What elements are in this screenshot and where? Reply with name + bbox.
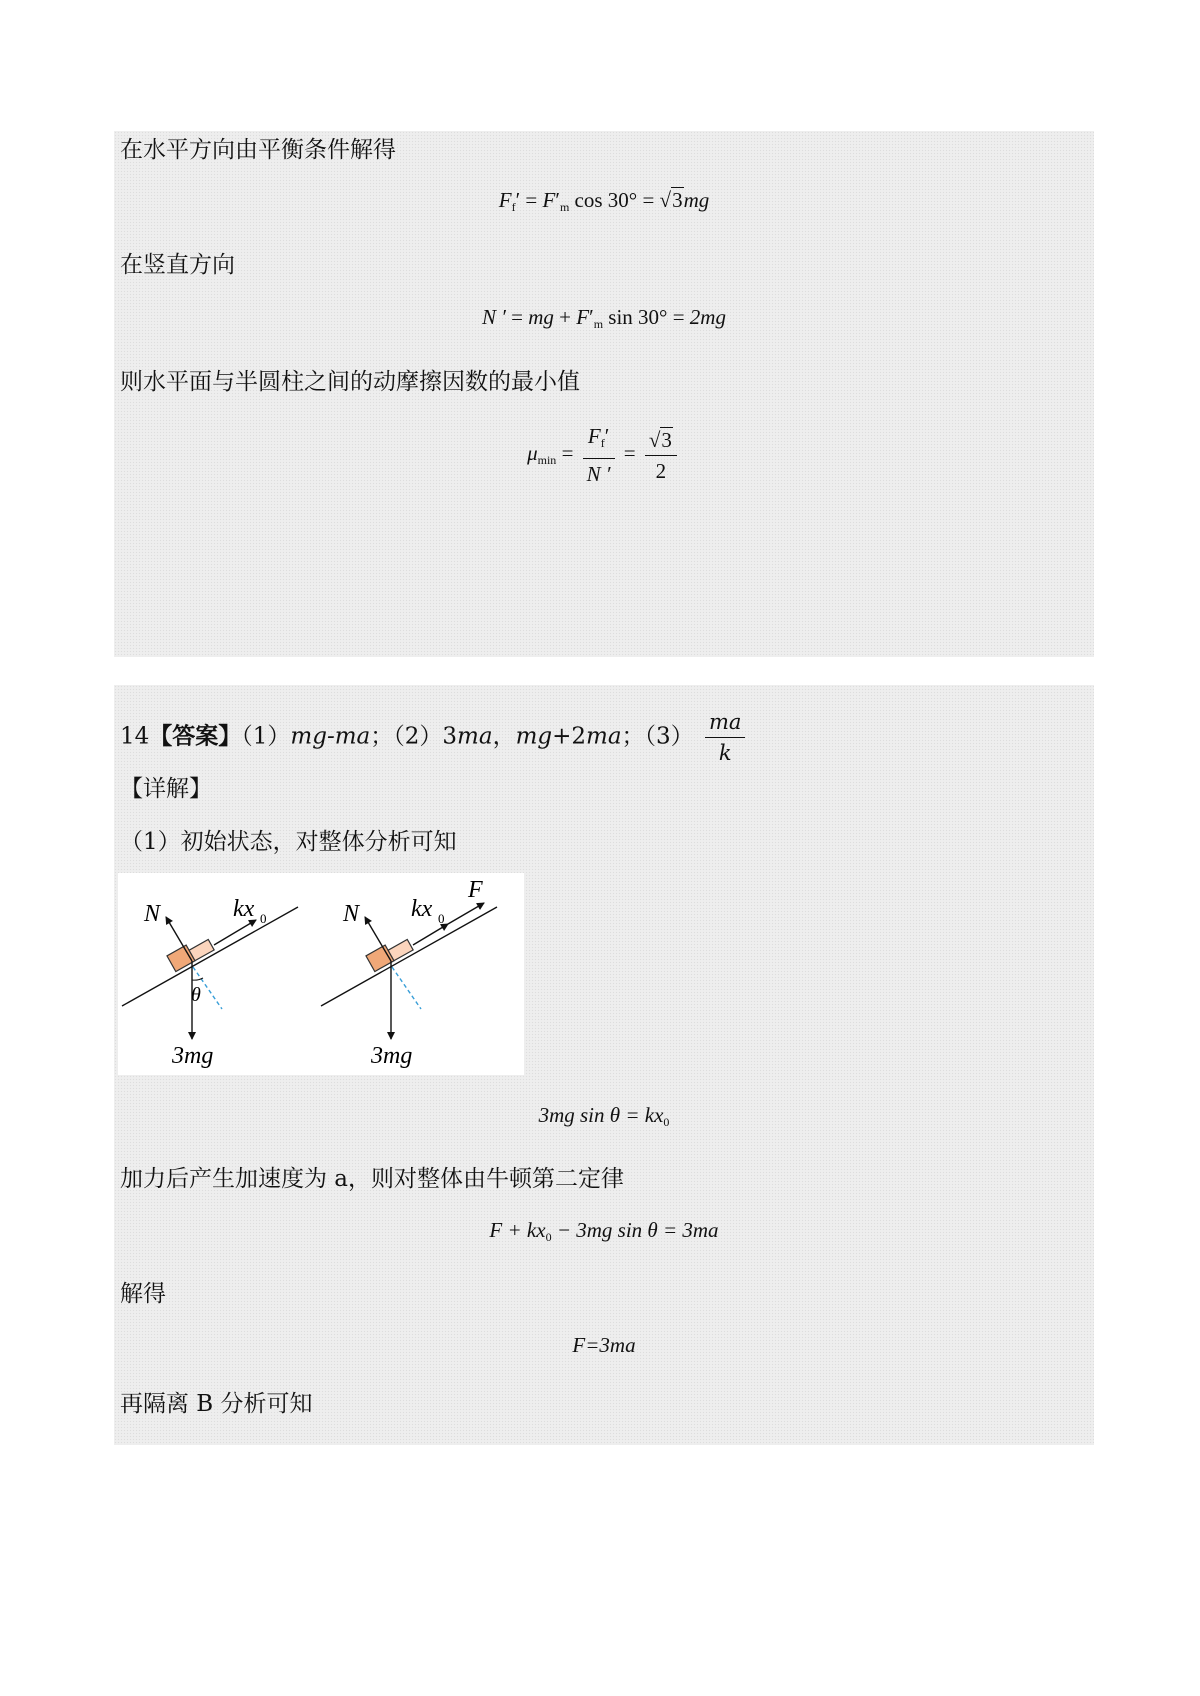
label-theta-left: θ [191, 984, 201, 1006]
text-solve: 解得 [120, 1281, 166, 1307]
text-isolate-B: 再隔离 B 分析可知 [120, 1391, 313, 1417]
text-horizontal: 在水平方向由平衡条件解得 [120, 137, 396, 163]
normal-line-right [392, 967, 421, 1009]
equation-horizontal: $F_f' = F'_m$ cos 30° = √3mg [498, 188, 710, 214]
label-kx-left: kx [233, 896, 255, 922]
text-after-force: 加力后产生加速度为 a，则对整体由牛顿第二定律 [120, 1166, 625, 1192]
label-kx-sub-left: 0 [260, 911, 267, 926]
solution-block-13 [114, 131, 1094, 657]
answer-line: 14【答案】（1）mg-ma；（2）3ma，mg+2ma；（3） $\frac{ma}{k}$ [120, 707, 749, 768]
equation-initial: 3mg $\sin \theta = kx_0$ [538, 1103, 670, 1129]
text-mu: 则水平面与半圆柱之间的动摩擦因数的最小值 [120, 369, 580, 395]
equation-vertical: N ′ = mg + $F'_m$ sin 30° = 2mg [482, 305, 726, 331]
equation-newton: $F + kx_0 - 3mg$ sin θ = 3ma [489, 1218, 719, 1244]
label-N-left: N [144, 901, 161, 927]
force-diagram [118, 873, 524, 1075]
spring-force-arrow-right [413, 924, 448, 945]
label-F-right: F [468, 877, 483, 903]
label-3mg-right: 3mg [371, 1043, 413, 1069]
detail-tag: 【详解】 [120, 776, 212, 802]
block-B-left [189, 939, 214, 960]
label-N-right: N [343, 901, 360, 927]
block-B-right [388, 939, 413, 960]
label-3mg-left: 3mg [172, 1043, 214, 1069]
text-initial: （1）初始状态，对整体分析可知 [120, 829, 457, 855]
equation-F: F=3ma [572, 1333, 636, 1357]
diagram-right [321, 877, 497, 1069]
text-vertical: 在竖直方向 [120, 252, 235, 278]
label-kx-sub-right: 0 [438, 911, 445, 926]
applied-force-arrow-right [448, 903, 484, 924]
spring-force-arrow-left [214, 920, 256, 945]
diagram-left [122, 896, 298, 1069]
solution-block-14 [114, 685, 1094, 1445]
equation-mu: $\mu_{min}$ = $\frac{F_f'}{N '}$ = $\frac{√3}{2}$ [114, 421, 1094, 489]
label-kx-right: kx [411, 896, 433, 922]
